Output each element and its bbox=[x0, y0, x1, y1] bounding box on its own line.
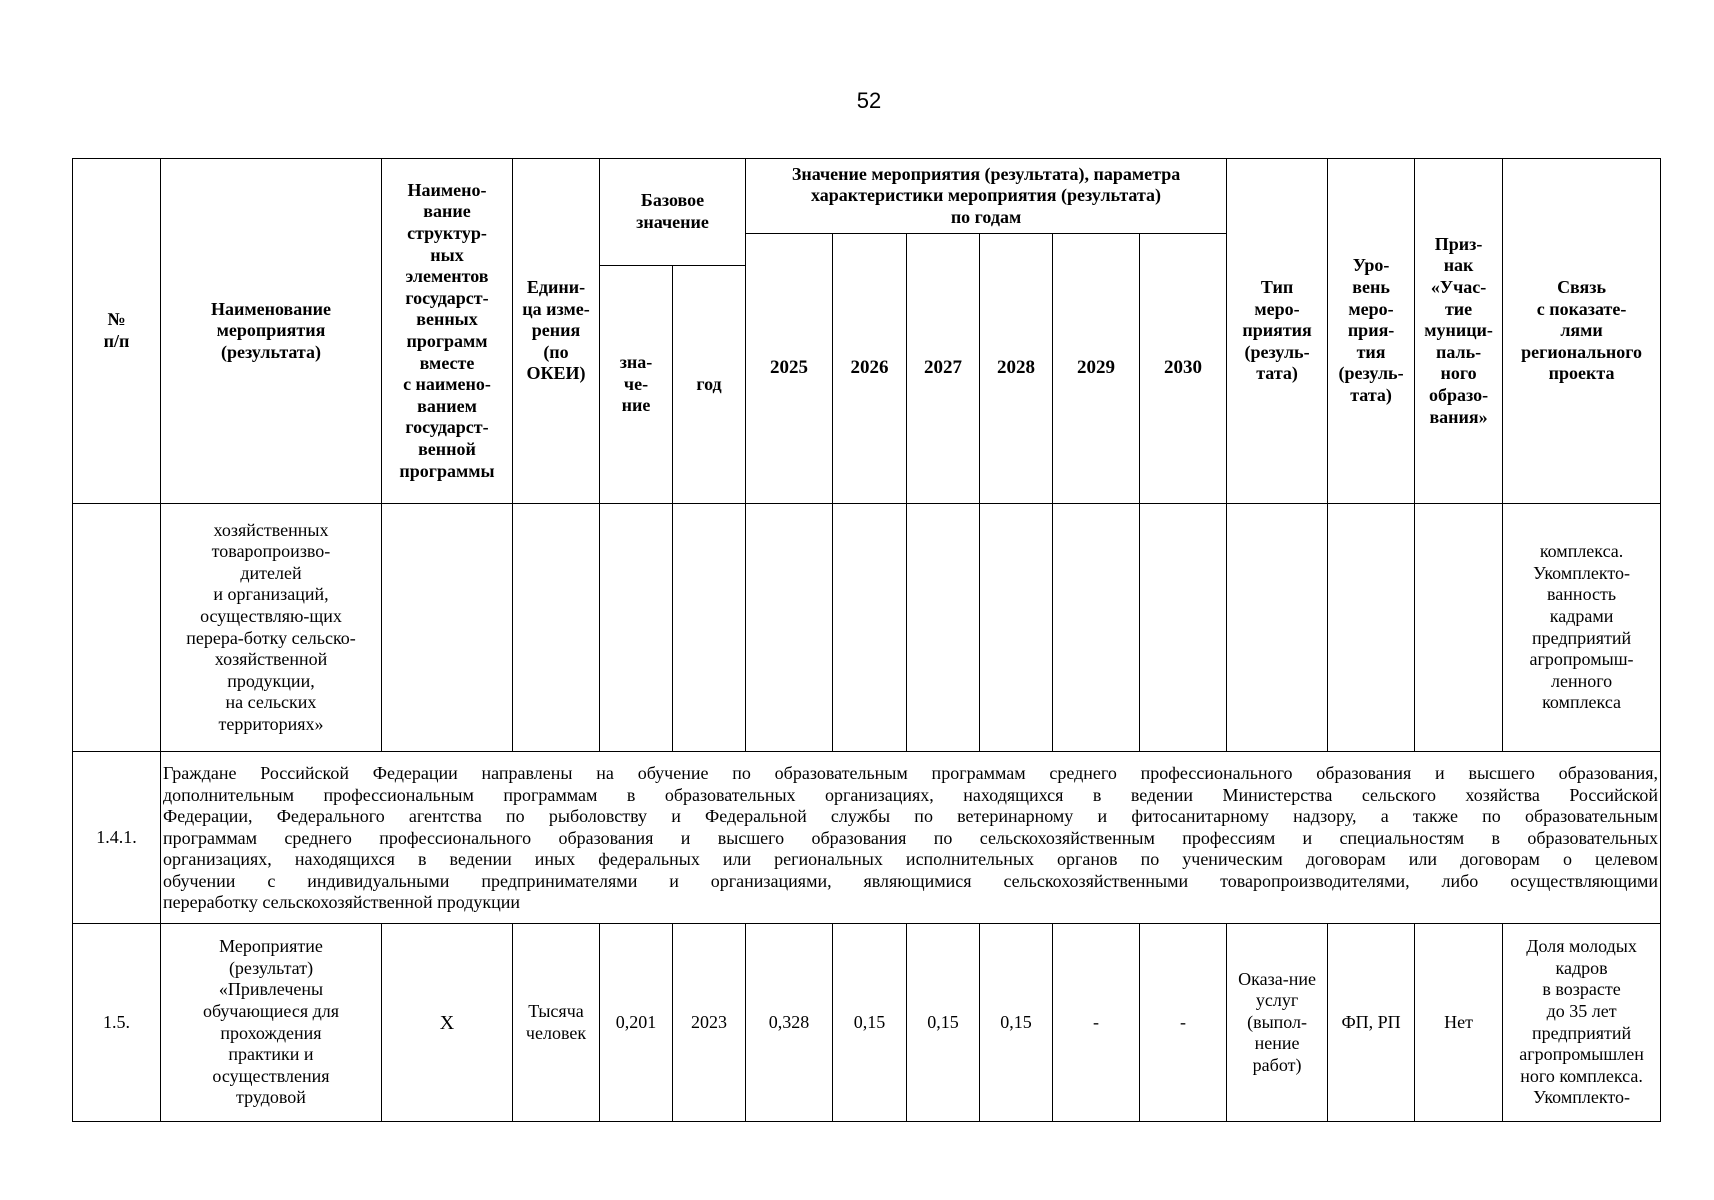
cell-municipal-participation: Нет bbox=[1415, 924, 1503, 1122]
text-line: ца изме- bbox=[522, 298, 590, 319]
header-num bbox=[73, 159, 161, 504]
text-line: меро- bbox=[1254, 298, 1300, 319]
text-line: программы bbox=[399, 460, 495, 481]
header-year-2028: 2028 bbox=[980, 234, 1053, 504]
text-line: Мероприятие bbox=[219, 936, 323, 957]
text-line: ванность bbox=[1547, 584, 1617, 605]
text-line: товаропроизво- bbox=[211, 541, 331, 562]
text-line: программ bbox=[406, 331, 488, 351]
text-line: в возрасте bbox=[1542, 979, 1621, 1000]
text-line: муници- bbox=[1424, 320, 1493, 341]
header-year-2029: 2029 bbox=[1053, 234, 1140, 504]
cell-regional-project-link bbox=[1503, 504, 1661, 752]
header-year-2026: 2026 bbox=[833, 234, 907, 504]
text-line: меро- bbox=[1348, 298, 1394, 319]
text-line: Уро- bbox=[1352, 255, 1390, 276]
text-line: значение bbox=[636, 212, 709, 232]
cell-base-year: 2023 bbox=[673, 924, 746, 1122]
text-line: с показате- bbox=[1536, 298, 1627, 319]
cell-value-2027: 0,15 bbox=[907, 924, 980, 1122]
text-line: проекта bbox=[1548, 363, 1615, 384]
text-line: и организаций, bbox=[213, 584, 329, 605]
text-line: вания» bbox=[1429, 406, 1488, 427]
text-line: образо- bbox=[1428, 384, 1489, 405]
text-line: предприятий bbox=[1531, 627, 1632, 648]
text-line: продукции, bbox=[227, 670, 315, 691]
text-line: Наимено- bbox=[407, 179, 487, 200]
header-unit bbox=[513, 159, 600, 504]
cell-empty bbox=[382, 504, 513, 752]
text-line: трудовой bbox=[236, 1087, 306, 1108]
text-line: прохождения bbox=[220, 1022, 322, 1043]
cell-empty bbox=[833, 504, 907, 752]
header-row bbox=[73, 159, 1661, 234]
text-line: государст- bbox=[405, 287, 489, 308]
text-line: тата) bbox=[1256, 363, 1298, 384]
text-line: агропромышлен bbox=[1519, 1044, 1644, 1065]
text-line: перера-ботку сельско- bbox=[186, 627, 356, 648]
text-line: Тысяча bbox=[528, 1000, 584, 1021]
text-line: прия- bbox=[1347, 320, 1395, 341]
header-values-by-year bbox=[746, 159, 1227, 234]
cell-empty bbox=[1140, 504, 1227, 752]
text-line: Наименование bbox=[211, 298, 331, 319]
text-line: кадров bbox=[1555, 957, 1608, 978]
cell-empty bbox=[980, 504, 1053, 752]
text-line: ванием bbox=[417, 395, 477, 416]
header-activity-name bbox=[161, 159, 382, 504]
text-line: Укомплекто- bbox=[1533, 562, 1630, 583]
cell-empty bbox=[600, 504, 673, 752]
text-line: Оказа-ние bbox=[1238, 968, 1316, 989]
text-line: комплекса. bbox=[1539, 541, 1624, 562]
text-line: «Учас- bbox=[1430, 277, 1487, 298]
text-line: человек bbox=[525, 1022, 587, 1043]
text-line: Укомплекто- bbox=[1533, 1087, 1630, 1108]
page-number: 52 bbox=[856, 88, 882, 113]
table-row bbox=[73, 504, 1661, 752]
text-line: Приз- bbox=[1434, 233, 1483, 254]
cell-value-2029: - bbox=[1053, 924, 1140, 1122]
cell-row-number: 1.4.1. bbox=[73, 752, 161, 924]
text-line: по годам bbox=[950, 206, 1022, 227]
header-activity-level bbox=[1328, 159, 1415, 504]
text-line: обучающиеся для bbox=[202, 1000, 340, 1021]
text-line: тия bbox=[1356, 341, 1386, 362]
cell-activity-type bbox=[1227, 924, 1328, 1122]
cell-empty bbox=[73, 504, 161, 752]
header-regional-project-link bbox=[1503, 159, 1661, 504]
text-line: с наимено- bbox=[403, 374, 491, 395]
text-line: хозяйственной bbox=[214, 649, 328, 670]
text-line: (результата) bbox=[221, 341, 321, 362]
text-line: осуществления bbox=[212, 1065, 330, 1086]
cell-empty bbox=[907, 504, 980, 752]
text-line: (резуль- bbox=[1338, 363, 1404, 384]
header-base-year: год bbox=[673, 266, 746, 504]
text-line: дителей bbox=[240, 562, 302, 583]
text-line: предприятий bbox=[1531, 1022, 1632, 1043]
text-line: Значение мероприятия (результата), параметра bbox=[791, 163, 1181, 184]
text-line: нение bbox=[1254, 1033, 1300, 1054]
cell-row-number: 1.5. bbox=[73, 924, 161, 1122]
text-line: Доля молодых bbox=[1526, 936, 1637, 957]
text-line: Едини- bbox=[526, 277, 586, 298]
text-line: осуществляю-щих bbox=[200, 605, 342, 626]
text-line: ние bbox=[621, 395, 651, 416]
text-line: «Привлечены bbox=[218, 979, 324, 1000]
text-line: ного bbox=[1440, 363, 1477, 384]
text-line: на сельских bbox=[225, 692, 317, 713]
cell-empty bbox=[513, 504, 600, 752]
text-line: вместе bbox=[419, 352, 475, 373]
text-line: тата) bbox=[1350, 384, 1392, 405]
text-line: (резуль- bbox=[1244, 341, 1310, 362]
text-line: комплекса bbox=[1542, 692, 1622, 713]
cell-empty bbox=[1053, 504, 1140, 752]
text-line: мероприятия bbox=[216, 320, 326, 341]
cell-result-description: Граждане Российской Федерации направлены на обучение по образовательным программам среднего профессионального образования и высшего образования, дополнительным профессиональным программам в образовательных организациях, находящихся в ведении Министерства сельского хозяйства Российской Федерации, Федерального агентства по рыболовству и Федеральной службы по ветеринарному и фитосанитарному надзору, а также по образовательным программам среднего профессионального образования и высшего образования по сельскохозяйственным профессиям и специальностям в образовательных организациях, находящихся в ведении иных федеральных или региональных исполнительных органов по ученическим договорам или договорам о целевом обучении с индивидуальными предпринимателями и организациями, являющимися сельскохозяйственными товаропроизводителями, либо осуществляющими переработку сельскохозяйственной продукции bbox=[161, 752, 1661, 924]
text-line: венной bbox=[418, 438, 476, 459]
text-line: Базовое bbox=[640, 190, 705, 211]
cell-value-2025: 0,328 bbox=[746, 924, 833, 1122]
text-line: ного комплекса. bbox=[1520, 1065, 1643, 1086]
text-line: (по bbox=[543, 341, 569, 362]
header-base-value-amount bbox=[600, 266, 673, 504]
text-line: Тип bbox=[1260, 277, 1294, 298]
text-line: работ) bbox=[1252, 1054, 1302, 1075]
text-line: рения bbox=[531, 320, 581, 341]
text-line: элементов bbox=[405, 266, 489, 287]
text-line: венных bbox=[416, 309, 478, 330]
cell-unit bbox=[513, 924, 600, 1122]
cell-activity-level: ФП, РП bbox=[1328, 924, 1415, 1122]
header-year-2027: 2027 bbox=[907, 234, 980, 504]
text-line: государст- bbox=[405, 417, 489, 438]
text-line: приятия bbox=[1242, 320, 1312, 341]
text-line: кадрами bbox=[1549, 605, 1614, 626]
cell-empty bbox=[1415, 504, 1503, 752]
table-row bbox=[73, 752, 1661, 924]
cell-empty bbox=[1227, 504, 1328, 752]
text-line: вание bbox=[423, 201, 471, 222]
text-line: че- bbox=[623, 373, 649, 394]
text-line: ных bbox=[430, 244, 464, 265]
text-line: структур- bbox=[407, 223, 487, 244]
cell-regional-project-link bbox=[1503, 924, 1661, 1122]
text-line: практики и bbox=[228, 1044, 314, 1065]
text-line: п/п bbox=[103, 331, 130, 351]
header-structural-elements bbox=[382, 159, 513, 504]
header-year-2025: 2025 bbox=[746, 234, 833, 504]
header-year-2030: 2030 bbox=[1140, 234, 1227, 504]
activities-table bbox=[72, 158, 1661, 1122]
header-activity-type bbox=[1227, 159, 1328, 504]
cell-activity-name bbox=[161, 504, 382, 752]
cell-empty bbox=[673, 504, 746, 752]
cell-value-2026: 0,15 bbox=[833, 924, 907, 1122]
text-line: ленного bbox=[1550, 670, 1613, 691]
text-line: ОКЕИ) bbox=[526, 363, 586, 384]
text-line: до 35 лет bbox=[1546, 1000, 1617, 1021]
text-line: Связь bbox=[1557, 277, 1607, 298]
text-line: характеристики мероприятия (результата) bbox=[811, 185, 1162, 206]
cell-activity-name bbox=[161, 924, 382, 1122]
text-line: зна- bbox=[619, 352, 653, 373]
text-line: вень bbox=[1352, 277, 1390, 298]
text-line: услуг bbox=[1255, 990, 1299, 1011]
text-line: лями bbox=[1560, 320, 1603, 341]
text-line: (результат) bbox=[228, 957, 314, 978]
header-municipal-participation bbox=[1415, 159, 1503, 504]
text-line: паль- bbox=[1435, 341, 1482, 362]
text-line: агропромыш- bbox=[1529, 649, 1634, 670]
text-line: хозяйственных bbox=[213, 519, 329, 540]
text-line: территориях» bbox=[218, 713, 324, 734]
cell-base-value: 0,201 bbox=[600, 924, 673, 1122]
cell-value-2030: - bbox=[1140, 924, 1227, 1122]
text-line: нак bbox=[1443, 255, 1474, 276]
text-line: (выпол- bbox=[1247, 1011, 1308, 1032]
text-line: тие bbox=[1444, 298, 1473, 319]
table-row bbox=[73, 924, 1661, 1122]
cell-empty bbox=[746, 504, 833, 752]
text-line: регионального bbox=[1521, 341, 1642, 362]
header-base-value bbox=[600, 159, 746, 266]
cell-structural-elements: X bbox=[382, 924, 513, 1122]
cell-value-2028: 0,15 bbox=[980, 924, 1053, 1122]
cell-empty bbox=[1328, 504, 1415, 752]
text-line: № bbox=[107, 309, 126, 330]
